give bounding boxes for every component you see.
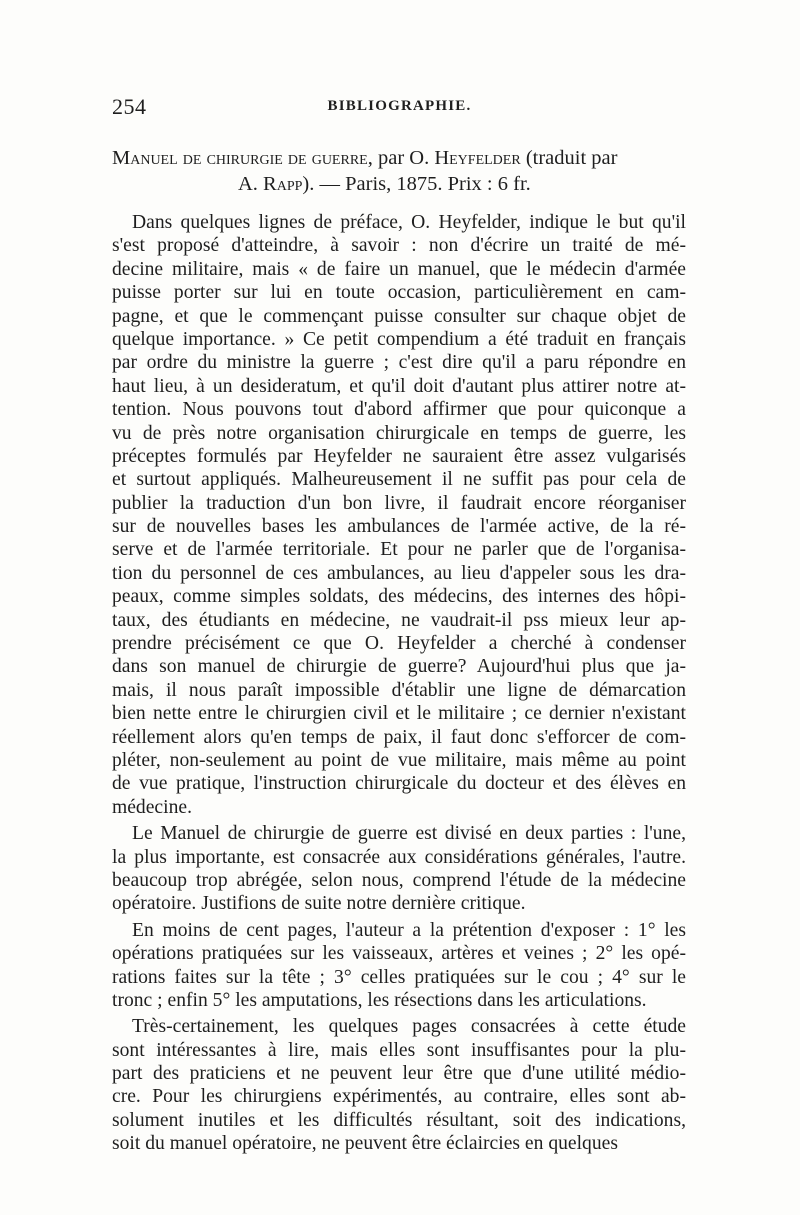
text-line: rations faites sur la tête ; 3° celles pratiquées sur le cou ; 4° sur le	[112, 966, 686, 988]
text-line: En moins de cent pages, l'auteur a la prétention d'exposer : 1° les	[132, 919, 686, 941]
text-line: haut lieu, à un desideratum, et qu'il doit d'autant plus attirer notre at-	[112, 375, 686, 397]
text-line: pagne, et que le commençant puisse consulter sur chaque objet de	[112, 305, 686, 327]
text-line: tion du personnel de ces ambulances, au lieu d'appeler sous les dra-	[112, 562, 686, 584]
page-header	[112, 94, 687, 124]
text-line: médecine.	[112, 796, 192, 818]
text-line: réellement alors qu'en temps de paix, il faut donc s'efforcer de com-	[112, 726, 686, 748]
text-line: opérations pratiquées sur les vaisseaux, artères et veines ; 2° les opé-	[112, 943, 686, 965]
entry-title-line-2	[112, 171, 687, 197]
text-line: vu de près notre organisation chirurgicale en temps de guerre, les	[112, 422, 686, 444]
text-line: bien nette entre le chirurgien civil et le militaire ; ce dernier n'existant	[112, 703, 686, 725]
paragraph-2	[112, 822, 686, 916]
text-line: taux, des étudiants en médecine, ne vaudrait-il pss mieux leur ap-	[112, 609, 686, 631]
text-line: Dans quelques lignes de préface, O. Heyfelder, indique le but qu'il	[132, 212, 686, 233]
entry-title-text: par O.	[372, 147, 435, 169]
text-line: serve et de l'armée territoriale. Et pour ne parler que de l'organisa-	[112, 539, 686, 561]
text-line: Le Manuel de chirurgie de guerre est divisé en deux parties : l'une,	[132, 823, 686, 845]
page-number: 254	[112, 94, 147, 119]
text-line: s'est proposé d'atteindre, à savoir : non d'écrire un traité de mé-	[112, 235, 686, 257]
entry-title-text-2: (traduit par	[520, 147, 618, 169]
entry-title-line-1	[112, 145, 687, 171]
running-head: BIBLIOGRAPHIE.	[327, 98, 472, 114]
text-line: la plus importante, est consacrée aux considérations générales, l'autre.	[112, 846, 686, 868]
text-line: publier la traduction d'un bon livre, il faudrait encore réorganiser	[112, 492, 686, 514]
paragraph-4	[112, 1015, 686, 1155]
text-line: opératoire. Justifions de suite notre dernière critique.	[112, 893, 526, 915]
bibliography-entry-title	[112, 145, 687, 197]
text-line: prendre précisément ce que O. Heyfelder a cherché à condenser	[112, 633, 686, 655]
text-line: préceptes formulés par Heyfelder ne sauraient être assez vulgarisés	[112, 445, 686, 467]
text-line: pléter, non-seulement au point de vue militaire, mais même au point	[112, 749, 686, 771]
text-line: decine militaire, mais « de faire un manuel, que le médecin d'armée	[112, 258, 686, 280]
text-line: et surtout appliqués. Malheureusement il ne suffit pas pour cela de	[112, 469, 686, 491]
text-line: solument inutiles et les difficultés résultant, soit des indications,	[112, 1109, 686, 1131]
text-line: peaux, comme simples soldats, des médecins, des internes des hôpi-	[112, 586, 686, 608]
text-line: par ordre du ministre la guerre ; c'est dire qu'il a paru répondre en	[112, 352, 686, 374]
text-line: mais, il nous paraît impossible d'établir une ligne de démarcation	[112, 679, 686, 701]
review-body	[112, 211, 686, 1156]
text-line: puisse porter sur lui en toute occasion, particulièrement en cam-	[112, 282, 686, 304]
text-line: dans son manuel de chirurgie de guerre? Aujourd'hui plus que ja-	[112, 656, 686, 678]
text-line: cre. Pour les chirurgiens expérimentés, au contraire, elles sont ab-	[112, 1086, 686, 1108]
author-name: Heyfelder	[434, 147, 521, 169]
text-line: Très-certainement, les quelques pages consacrées à cette étude	[132, 1016, 686, 1038]
book-title: Manuel de chirurgie de guerre,	[112, 147, 373, 169]
paragraph-3	[112, 919, 686, 1013]
text-line: tronc ; enfin 5° les amputations, les résections dans les articulations.	[112, 989, 647, 1011]
translator-name: A. Rapp	[238, 173, 303, 195]
text-line: sont intéressantes à lire, mais elles sont insuffisantes pour la plu-	[112, 1039, 686, 1061]
paragraph-1	[112, 211, 686, 819]
text-line: tention. Nous pouvons tout d'abord affirmer que pour quiconque a	[112, 399, 686, 421]
text-line: quelque importance. » Ce petit compendium a été traduit en français	[112, 328, 686, 350]
publication-info: ). — Paris, 1875. Prix : 6 fr.	[302, 173, 531, 195]
text-line: soit du manuel opératoire, ne peuvent être éclaircies en quelques	[112, 1133, 618, 1155]
text-line: part des praticiens et ne peuvent leur être que d'une utilité médio-	[112, 1063, 686, 1085]
text-line: beaucoup trop abrégée, selon nous, comprend l'étude de la médecine	[112, 869, 686, 891]
text-line: sur de nouvelles bases les ambulances de l'armée active, de la ré-	[112, 516, 686, 538]
text-line: de vue pratique, l'instruction chirurgicale du docteur et des élèves en	[112, 773, 686, 795]
